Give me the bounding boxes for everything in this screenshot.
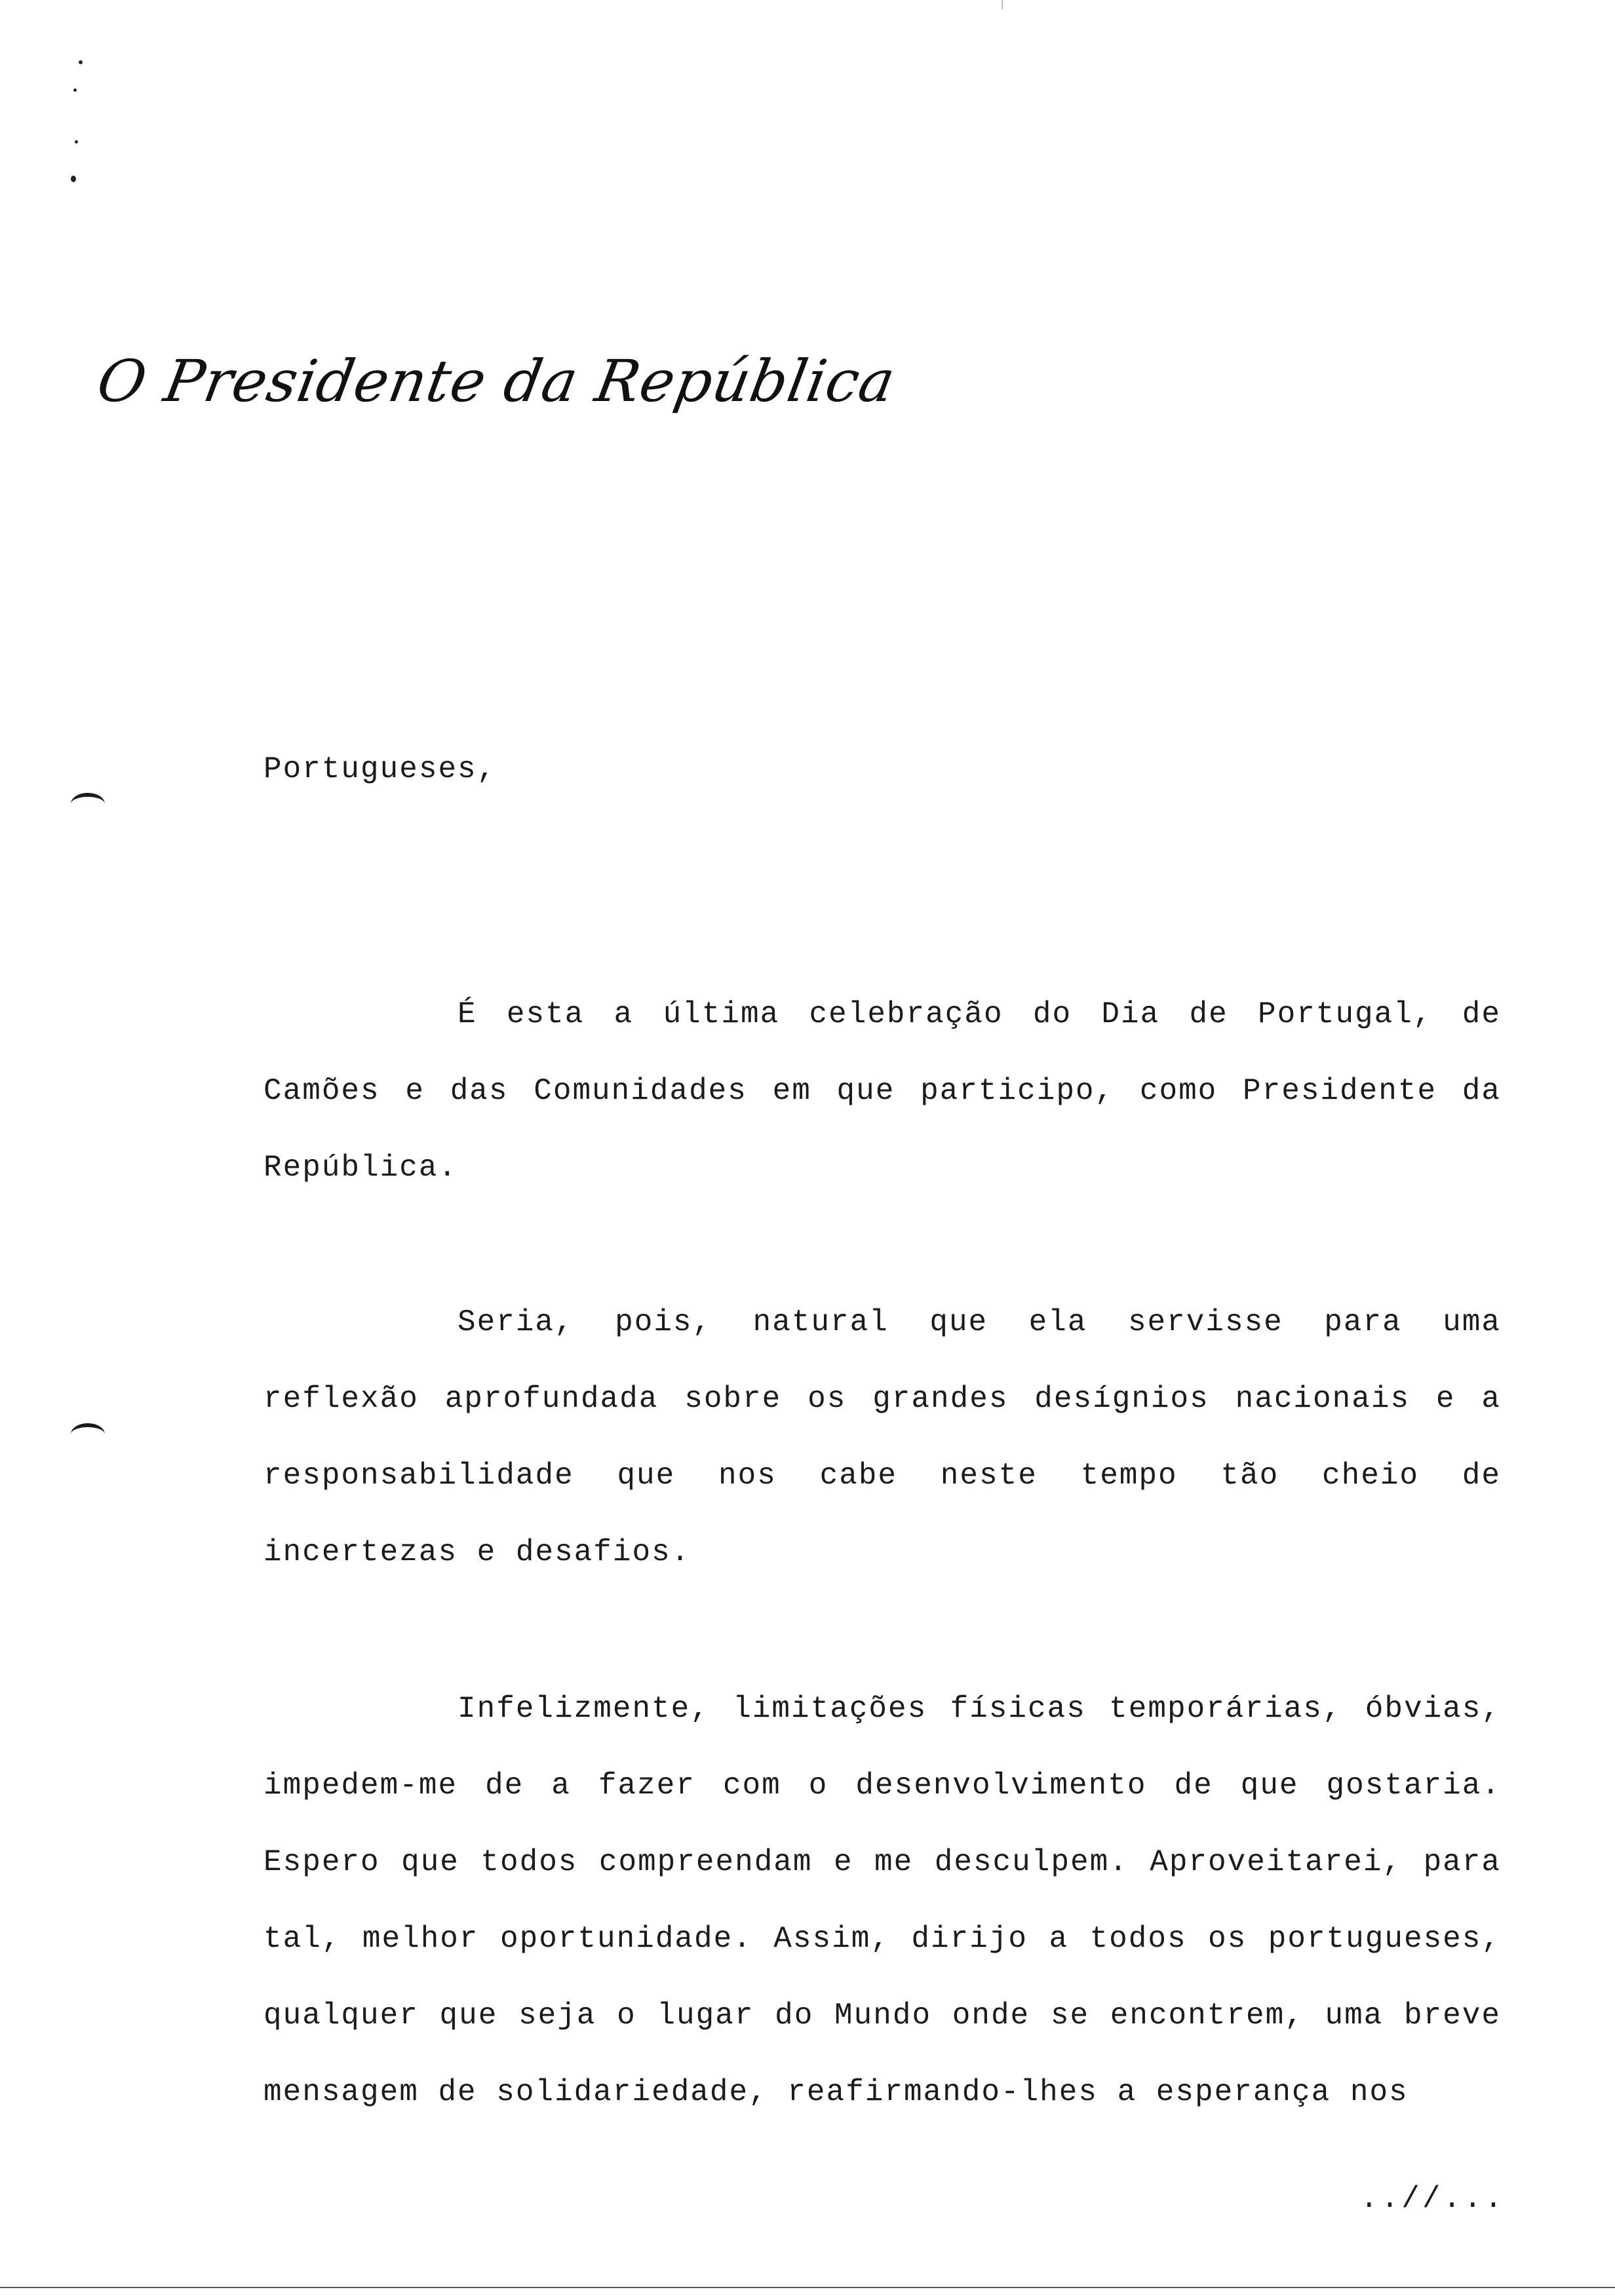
letterhead-title: O Presidente da República xyxy=(92,347,901,415)
paragraph-3: Infelizmente, limitações físicas temporárias, óbvias, impedem-me de a fazer com o desenvolvimento de que gostaria. Espero que todos compreendam e me desculpem. Aproveitarei, para tal, melhor oportunidade. Assim, dirijo a todos os portugueses, qualquer que seja o lugar do Mundo onde se encontrem, uma breve mensagem de solidariedade, reafirmando-lhes a esperança nos xyxy=(263,1692,1501,2109)
paragraph-1: É esta a última celebração do Dia de Portugal, de Camões e das Comunidades em que participo, como Presidente da República. xyxy=(263,997,1501,1185)
paragraph-2: Seria, pois, natural que ela servisse para uma reflexão aprofundada sobre os grandes desígnios nacionais e a responsabilidade que nos cabe neste tempo tão cheio de incertezas e desafios. xyxy=(263,1305,1501,1569)
margin-dot xyxy=(71,176,76,182)
scan-artifact xyxy=(1002,0,1003,9)
punch-hole-mark xyxy=(71,793,105,815)
margin-dot xyxy=(75,140,78,144)
page-bottom-rule xyxy=(0,2287,1615,2288)
punch-hole-mark xyxy=(71,1423,105,1445)
margin-dot xyxy=(73,88,77,92)
margin-dot xyxy=(79,60,83,64)
salutation: Portugueses, xyxy=(263,752,497,786)
continuation-marker: ..//... xyxy=(1360,2182,1506,2216)
